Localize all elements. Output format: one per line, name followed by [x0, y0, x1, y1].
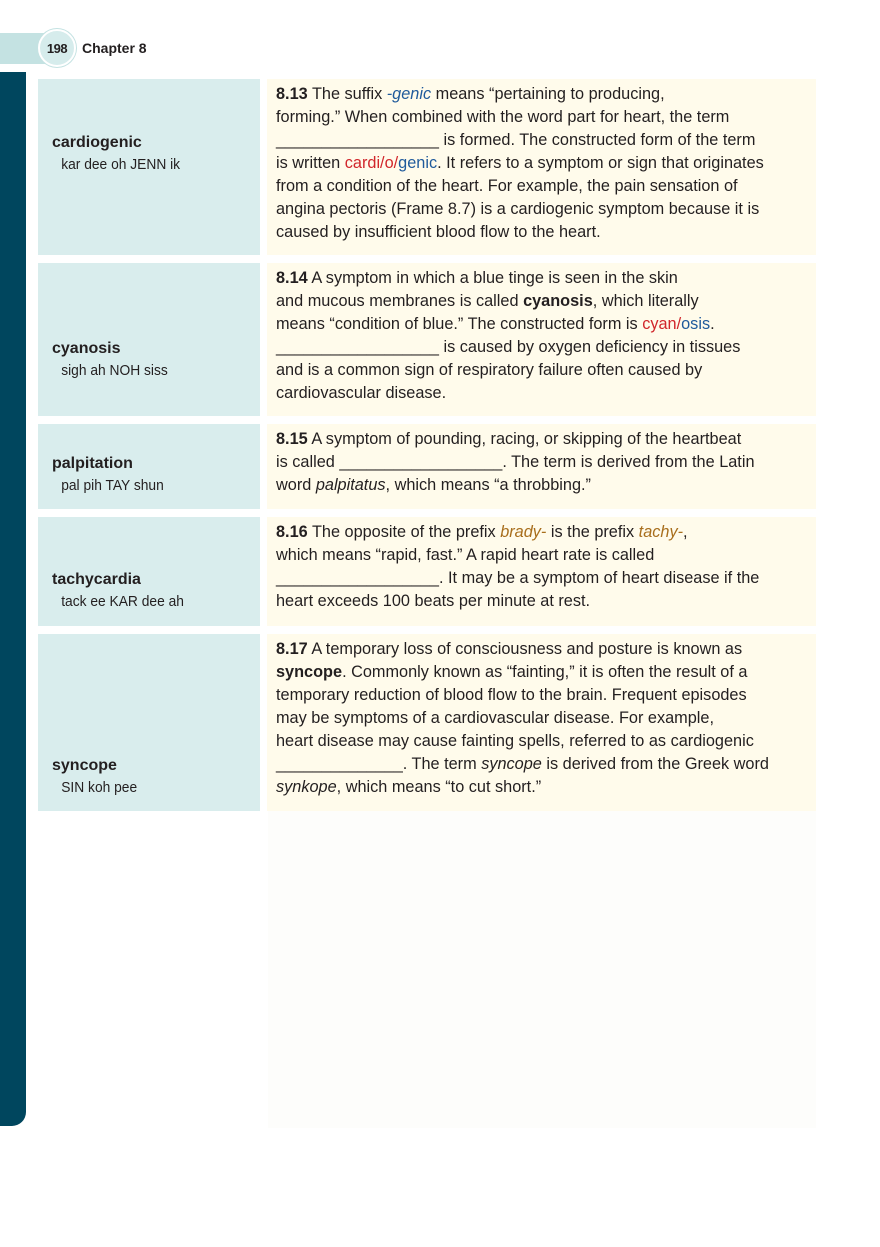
- text-run: and mucous membranes is called: [276, 292, 524, 310]
- term-box: [38, 263, 260, 416]
- text-run: , which means “a throbbing.”: [385, 476, 591, 494]
- word-part-prefix: tachy-: [638, 523, 684, 541]
- text-run: is derived from the Greek word: [541, 755, 769, 773]
- text-run: The suffix: [311, 85, 387, 103]
- frame-number: 8.15: [276, 430, 308, 448]
- word-part-suffix: osis: [681, 315, 711, 333]
- text-line: angina pectoris (Frame 8.7) is a cardiogenic symptom because it is: [276, 200, 760, 218]
- term-word: syncope: [52, 757, 117, 774]
- word-part-suffix: genic: [398, 154, 438, 172]
- key-term: syncope: [276, 663, 343, 681]
- frame-text: [276, 521, 808, 613]
- greek-word: synkope: [276, 778, 337, 796]
- text-column-background: [268, 810, 816, 1128]
- frame-text: [276, 428, 808, 497]
- side-bar: [0, 72, 26, 1126]
- latin-word: palpitatus: [315, 476, 386, 494]
- frame-text-box: [267, 263, 816, 416]
- fill-in-line: is called __________________. The term is derived from the Latin: [276, 453, 755, 471]
- frame-8-16: [38, 517, 816, 626]
- fill-in-line: __________________. It may be a symptom of heart disease if the: [276, 569, 760, 587]
- frame-number: 8.16: [276, 523, 308, 541]
- frame-text-box: [267, 79, 816, 255]
- term-word: palpitation: [52, 455, 133, 472]
- text-line: from a condition of the heart. For example, the pain sensation of: [276, 177, 738, 195]
- text-line: heart exceeds 100 beats per minute at rest.: [276, 592, 591, 610]
- frame-8-14: [38, 263, 816, 416]
- text-line: temporary reduction of blood flow to the brain. Frequent episodes: [276, 686, 747, 704]
- text-run: . It refers to a symptom or sign that originates: [437, 154, 764, 172]
- text-line: heart disease may cause fainting spells, referred to as cardiogenic: [276, 732, 754, 750]
- frame-text-box: [267, 517, 816, 626]
- term-word: cardiogenic: [52, 134, 142, 151]
- text-run: word: [276, 476, 316, 494]
- word-part-root: cardi/o/: [344, 154, 399, 172]
- text-run: means “condition of blue.” The constructed form is: [276, 315, 643, 333]
- text-run: means “pertaining to producing,: [431, 85, 665, 103]
- fill-in-line: __________________ is formed. The constructed form of the term: [276, 131, 756, 149]
- text-line: caused by insufficient blood flow to the heart.: [276, 223, 601, 241]
- term-pronunciation: SIN koh pee: [61, 779, 138, 796]
- frame-text: [276, 638, 808, 799]
- fill-in-line: __________________ is caused by oxygen deficiency in tissues: [276, 338, 741, 356]
- frame-text: [276, 267, 808, 405]
- text-run: A symptom in which a blue tinge is seen in the skin: [311, 269, 678, 287]
- term-word: cyanosis: [52, 340, 121, 357]
- word-part-root: cyan/: [642, 315, 682, 333]
- text-run: A temporary loss of consciousness and posture is known as: [311, 640, 743, 658]
- frame-text-box: [267, 424, 816, 509]
- page-number: 198: [38, 29, 76, 67]
- term-box: [38, 424, 260, 509]
- text-line: cardiovascular disease.: [276, 384, 447, 402]
- key-term: cyanosis: [523, 292, 593, 310]
- term-pronunciation: kar dee oh JENN ik: [61, 156, 181, 173]
- frame-8-17: [38, 634, 816, 811]
- term-box: [38, 634, 260, 811]
- text-run: is written: [276, 154, 345, 172]
- term-italic: syncope: [481, 755, 542, 773]
- frame-number: 8.14: [276, 269, 308, 287]
- text-run: , which means “to cut short.”: [336, 778, 542, 796]
- frame-number: 8.13: [276, 85, 308, 103]
- chapter-label: Chapter 8: [82, 40, 147, 56]
- text-run: , which literally: [592, 292, 699, 310]
- text-run: The opposite of the prefix: [311, 523, 501, 541]
- term-pronunciation: sigh ah NOH siss: [61, 362, 168, 379]
- text-line: may be symptoms of a cardiovascular disease. For example,: [276, 709, 714, 727]
- term-word: tachycardia: [52, 571, 141, 588]
- term-pronunciation: tack ee KAR dee ah: [61, 593, 184, 610]
- text-line: which means “rapid, fast.” A rapid heart rate is called: [276, 546, 655, 564]
- text-line: forming.” When combined with the word part for heart, the term: [276, 108, 730, 126]
- frame-text: [276, 83, 808, 244]
- frame-8-15: [38, 424, 816, 509]
- frame-8-13: [38, 79, 816, 255]
- term-box: [38, 79, 260, 255]
- word-part-prefix: brady-: [500, 523, 547, 541]
- frame-text-box: [267, 634, 816, 811]
- fill-in-blank: ______________. The term: [276, 755, 482, 773]
- text-line: and is a common sign of respiratory failure often caused by: [276, 361, 703, 379]
- term-pronunciation: pal pih TAY shun: [61, 477, 164, 494]
- text-run: is the prefix: [546, 523, 639, 541]
- text-run: ,: [683, 523, 688, 541]
- text-run: .: [710, 315, 715, 333]
- word-part-suffix: -genic: [386, 85, 432, 103]
- text-run: A symptom of pounding, racing, or skipping of the heartbeat: [311, 430, 742, 448]
- text-run: . Commonly known as “fainting,” it is often the result of a: [342, 663, 748, 681]
- frame-number: 8.17: [276, 640, 308, 658]
- term-box: [38, 517, 260, 626]
